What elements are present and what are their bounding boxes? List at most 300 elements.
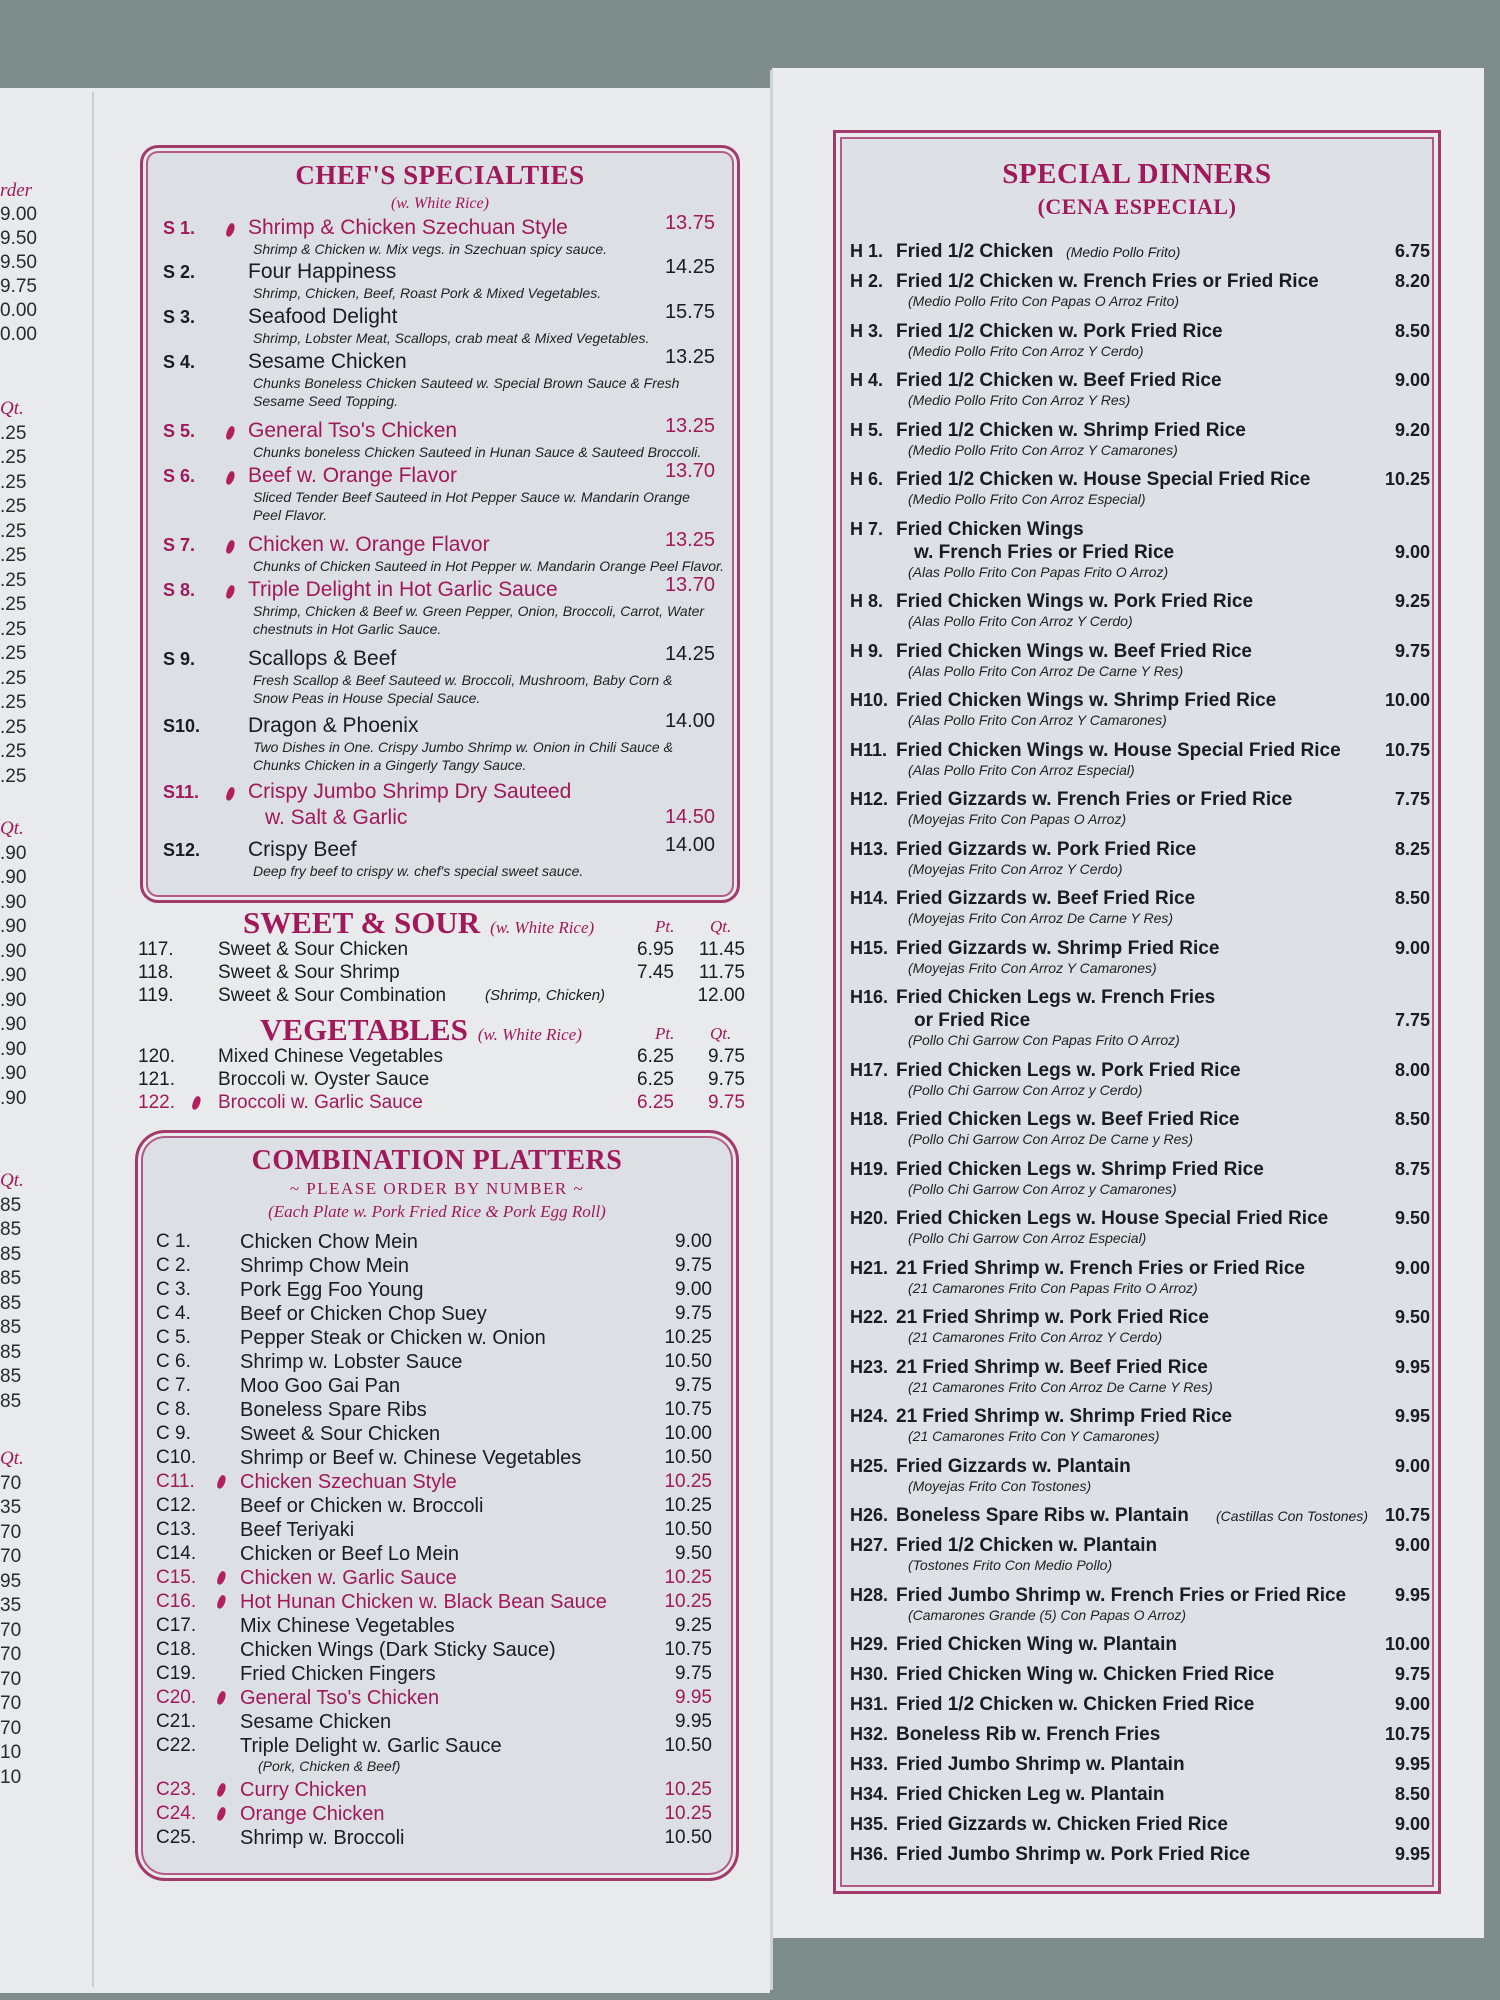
chili-pepper-icon bbox=[216, 1782, 227, 1797]
item-number: S 4. bbox=[163, 352, 196, 372]
item-name: Chicken Chow Mein bbox=[240, 1231, 418, 1253]
edge-price: .90 bbox=[0, 989, 27, 1011]
item-number: H17. bbox=[850, 1059, 889, 1080]
item-price: 9.00 bbox=[1394, 1455, 1430, 1476]
item-price: 8.50 bbox=[1394, 320, 1430, 341]
item-price: 9.25 bbox=[1394, 591, 1430, 611]
item-name: Shrimp w. Lobster Sauce bbox=[240, 1351, 463, 1373]
item-description: chestnuts in Hot Garlic Sauce. bbox=[253, 621, 442, 637]
item-description: (21 Camarones Frito Con Arroz Y Cerdo) bbox=[908, 1329, 1163, 1345]
edge-price: .90 bbox=[0, 842, 27, 864]
item-number: S 3. bbox=[163, 307, 196, 327]
item-number: C17. bbox=[156, 1615, 197, 1636]
sweet-sour-section bbox=[135, 905, 745, 1010]
item-number: S10. bbox=[163, 716, 201, 736]
item-description: (Alas Pollo Frito Con Arroz Y Camarones) bbox=[908, 712, 1167, 728]
edge-price: .25 bbox=[0, 643, 27, 664]
edge-price: 85 bbox=[0, 1317, 22, 1338]
sweet-sour-title: SWEET & SOUR bbox=[243, 905, 481, 940]
item-number: C 6. bbox=[156, 1351, 191, 1372]
item-description: (Alas Pollo Frito Con Arroz Especial) bbox=[908, 761, 1135, 778]
menu-item bbox=[143, 834, 737, 879]
item-number: H24. bbox=[850, 1406, 889, 1426]
edge-price: Qt. bbox=[0, 398, 24, 419]
item-price: 9.00 bbox=[1394, 370, 1430, 390]
edge-price: 85 bbox=[0, 1219, 22, 1240]
item-number: H14. bbox=[850, 888, 889, 908]
item-price: 8.75 bbox=[1394, 1158, 1430, 1179]
menu-item bbox=[143, 212, 737, 257]
item-number: S12. bbox=[163, 840, 201, 860]
chef-specialties-subtitle: (w. White Rice) bbox=[391, 195, 489, 212]
item-description: (Pollo Chi Garrow Con Arroz Especial) bbox=[908, 1230, 1147, 1246]
edge-price: 9.00 bbox=[0, 204, 37, 225]
item-description: (Pollo Chi Garrow Con Arroz y Cerdo) bbox=[908, 1081, 1143, 1098]
item-name-continued: w. French Fries or Fried Rice bbox=[914, 541, 1175, 563]
item-number: C 2. bbox=[156, 1255, 191, 1276]
item-number: S 1. bbox=[163, 218, 196, 238]
item-spanish-name: (Castillas Con Tostones) bbox=[1216, 1508, 1368, 1524]
edge-price: 0.00 bbox=[0, 300, 37, 321]
combination-note: (Each Plate w. Pork Fried Rice & Pork Egg Roll) bbox=[268, 1202, 606, 1221]
item-number: C15. bbox=[156, 1567, 197, 1588]
item-price: 9.95 bbox=[1394, 1584, 1430, 1605]
edge-price: 95 bbox=[0, 1570, 22, 1592]
edge-price: 70 bbox=[0, 1668, 22, 1690]
item-name: Fried Gizzards w. Beef Fried Rice bbox=[896, 888, 1196, 909]
item-description: Sliced Tender Beef Sauteed in Hot Pepper Sauce w. Mandarin Orange bbox=[253, 489, 690, 505]
edge-price: 85 bbox=[0, 1341, 22, 1363]
item-price: 9.00 bbox=[675, 1231, 712, 1252]
item-number: H32. bbox=[850, 1724, 889, 1744]
item-spanish-name: (Medio Pollo Frito) bbox=[1066, 244, 1181, 260]
item-description: Chunks Boneless Chicken Sauteed w. Special Brown Sauce & Fresh bbox=[253, 375, 680, 391]
item-name: Beef Teriyaki bbox=[240, 1519, 355, 1541]
item-number: H12. bbox=[850, 789, 889, 809]
edge-price: .25 bbox=[0, 569, 27, 591]
item-price: 9.75 bbox=[675, 1303, 712, 1324]
item-price: 9.50 bbox=[675, 1543, 712, 1564]
item-description: Snow Peas in House Special Sauce. bbox=[253, 690, 481, 706]
chef-specialties-box bbox=[140, 145, 740, 903]
item-description: (Pollo Chi Garrow Con Arroz y Camarones) bbox=[908, 1180, 1177, 1197]
item-number: H26. bbox=[850, 1505, 889, 1525]
chili-pepper-icon bbox=[225, 470, 236, 485]
item-number: C20. bbox=[156, 1687, 197, 1708]
item-number: S 5. bbox=[163, 421, 196, 441]
menu-item bbox=[143, 460, 737, 523]
item-number: C19. bbox=[156, 1663, 197, 1684]
item-number: C25. bbox=[156, 1827, 197, 1848]
item-name: Boneless Rib w. French Fries bbox=[896, 1724, 1161, 1745]
edge-price: 70 bbox=[0, 1472, 22, 1494]
item-name: Sesame Chicken bbox=[248, 350, 407, 373]
item-price: 9.00 bbox=[1394, 541, 1430, 562]
item-name: Crispy Beef bbox=[248, 838, 357, 861]
edge-price: .90 bbox=[0, 940, 27, 962]
chili-pepper-icon bbox=[225, 425, 236, 440]
chili-pepper-icon bbox=[216, 1474, 227, 1489]
item-price: 9.95 bbox=[1394, 1356, 1430, 1377]
item-name: Fried Chicken Wings w. Shrimp Fried Rice bbox=[896, 690, 1277, 711]
item-price: 10.25 bbox=[664, 1327, 712, 1348]
edge-price: .25 bbox=[0, 667, 27, 689]
item-number: H27. bbox=[850, 1535, 889, 1555]
item-price: 10.25 bbox=[664, 1779, 712, 1800]
edge-price: .25 bbox=[0, 594, 27, 615]
item-price: 8.00 bbox=[1394, 1059, 1430, 1080]
item-name: Chicken w. Garlic Sauce bbox=[240, 1567, 457, 1589]
edge-price: .25 bbox=[0, 716, 27, 738]
item-price: 7.75 bbox=[1394, 789, 1430, 809]
chili-pepper-icon bbox=[216, 1594, 227, 1609]
item-description: Fresh Scallop & Beef Sauteed w. Broccoli, Mushroom, Baby Corn & bbox=[253, 672, 673, 688]
item-name: Beef w. Orange Flavor bbox=[248, 464, 457, 487]
item-description: Peel Flavor. bbox=[253, 507, 328, 523]
item-number: S 8. bbox=[163, 580, 196, 600]
item-name: 21 Fried Shrimp w. Shrimp Fried Rice bbox=[896, 1406, 1233, 1427]
item-price: 14.25 bbox=[664, 256, 715, 278]
item-price: 6.75 bbox=[1394, 241, 1430, 261]
edge-price: .90 bbox=[0, 867, 27, 888]
item-name: Fried Chicken Wing w. Chicken Fried Rice bbox=[896, 1664, 1275, 1685]
item-name: Fried 1/2 Chicken w. Beef Fried Rice bbox=[896, 370, 1222, 391]
item-number: H 2. bbox=[850, 271, 884, 291]
qt-header: Qt. bbox=[710, 917, 732, 936]
edge-price: 85 bbox=[0, 1243, 22, 1265]
item-number: H10. bbox=[850, 690, 889, 710]
item-number: C22. bbox=[156, 1735, 197, 1756]
item-number: H36. bbox=[850, 1844, 889, 1864]
item-name: Fried Chicken Wings bbox=[896, 518, 1084, 540]
item-price: 9.75 bbox=[675, 1375, 712, 1396]
item-number: C13. bbox=[156, 1519, 197, 1540]
edge-price: .25 bbox=[0, 618, 27, 640]
item-name: Sweet & Sour Shrimp bbox=[218, 962, 400, 983]
item-price: 9.00 bbox=[1394, 937, 1430, 958]
item-price: 10.25 bbox=[664, 1567, 712, 1588]
item-price: 10.50 bbox=[664, 1447, 712, 1468]
item-price: 8.20 bbox=[1394, 271, 1430, 291]
item-description: (Moyejas Frito Con Arroz Y Camarones) bbox=[908, 959, 1157, 976]
item-description: (Moyejas Frito Con Papas O Arroz) bbox=[908, 811, 1127, 827]
edge-price: .25 bbox=[0, 692, 27, 713]
item-number: H33. bbox=[850, 1754, 889, 1774]
item-name: Fried Chicken Fingers bbox=[240, 1663, 436, 1685]
pint-price: 6.25 bbox=[637, 1092, 674, 1113]
item-number: H11. bbox=[850, 739, 888, 760]
item-name: Fried Chicken Leg w. Plantain bbox=[896, 1784, 1165, 1805]
edge-price: 10 bbox=[0, 1766, 22, 1788]
edge-price: .25 bbox=[0, 545, 27, 566]
vegetables-title: VEGETABLES bbox=[260, 1012, 468, 1047]
item-description: Deep fry beef to crispy w. chef's special sweet sauce. bbox=[253, 863, 584, 879]
edge-price: 85 bbox=[0, 1292, 22, 1314]
item-price: 10.50 bbox=[664, 1827, 712, 1848]
item-number: S 2. bbox=[163, 262, 196, 282]
pint-price: 7.45 bbox=[637, 962, 674, 983]
item-price: 13.25 bbox=[664, 529, 715, 551]
quart-price: 11.75 bbox=[698, 962, 745, 983]
item-price: 10.25 bbox=[1384, 469, 1430, 489]
item-description: (Alas Pollo Frito Con Arroz Y Cerdo) bbox=[908, 613, 1133, 629]
item-name: Seafood Delight bbox=[248, 305, 398, 328]
item-name: Fried Jumbo Shrimp w. Pork Fried Rice bbox=[896, 1844, 1251, 1865]
item-price: 13.70 bbox=[664, 574, 715, 596]
item-price: 14.25 bbox=[664, 643, 715, 665]
item-price: 10.75 bbox=[1384, 739, 1430, 760]
item-price: 8.50 bbox=[1394, 888, 1430, 908]
item-description: (21 Camarones Frito Con Arroz De Carne Y Res) bbox=[908, 1378, 1213, 1395]
item-price: 10.75 bbox=[1384, 1505, 1430, 1525]
item-number: H16. bbox=[850, 987, 889, 1007]
item-name: Mix Chinese Vegetables bbox=[240, 1615, 455, 1637]
special-dinners-title: SPECIAL DINNERS bbox=[1002, 158, 1272, 190]
item-price: 9.50 bbox=[1394, 1307, 1430, 1327]
chili-pepper-icon bbox=[225, 222, 236, 237]
item-description: (Medio Pollo Frito Con Arroz Especial) bbox=[908, 491, 1146, 507]
item-price: 9.75 bbox=[675, 1255, 712, 1276]
item-name: Orange Chicken bbox=[240, 1803, 385, 1825]
item-price: 8.25 bbox=[1394, 838, 1430, 859]
item-price: 9.75 bbox=[675, 1663, 712, 1684]
item-description: (Alas Pollo Frito Con Papas Frito O Arroz) bbox=[908, 563, 1169, 580]
item-description: Chunks boneless Chicken Sauteed in Hunan Sauce & Sauteed Broccoli. bbox=[253, 444, 702, 460]
item-description: (Moyejas Frito Con Arroz Y Cerdo) bbox=[908, 860, 1123, 877]
item-name: Fried Chicken Legs w. French Fries bbox=[896, 987, 1216, 1008]
item-number: H25. bbox=[850, 1455, 889, 1476]
item-name: Triple Delight w. Garlic Sauce bbox=[240, 1735, 502, 1757]
edge-price: .90 bbox=[0, 1014, 27, 1035]
item-number: H18. bbox=[850, 1109, 889, 1129]
item-price: 13.25 bbox=[664, 346, 715, 368]
item-number: S11. bbox=[163, 782, 200, 802]
edge-price: 70 bbox=[0, 1521, 22, 1543]
item-number: C 1. bbox=[156, 1231, 191, 1252]
item-price: 10.25 bbox=[664, 1803, 712, 1824]
chili-pepper-icon bbox=[216, 1570, 227, 1585]
item-description: Chunks Chicken in a Gingerly Tangy Sauce. bbox=[253, 757, 527, 773]
item-number: H28. bbox=[850, 1584, 889, 1605]
edge-price: Qt. bbox=[0, 1170, 24, 1191]
vegetables-section bbox=[135, 1012, 745, 1122]
item-name: Beef or Chicken w. Broccoli bbox=[240, 1495, 484, 1517]
item-name: Shrimp & Chicken Szechuan Style bbox=[248, 216, 568, 239]
item-price: 10.00 bbox=[664, 1423, 712, 1444]
chili-pepper-icon bbox=[225, 539, 236, 554]
item-description: Two Dishes in One. Crispy Jumbo Shrimp w. Onion in Chili Sauce & bbox=[253, 739, 673, 755]
item-name: Broccoli w. Oyster Sauce bbox=[218, 1069, 430, 1090]
item-number: S 7. bbox=[163, 535, 196, 555]
item-number: C10. bbox=[156, 1447, 197, 1468]
edge-price: 10 bbox=[0, 1742, 22, 1763]
edge-price: 85 bbox=[0, 1268, 22, 1289]
item-price: 10.75 bbox=[664, 1639, 712, 1660]
item-number: C24. bbox=[156, 1803, 197, 1824]
item-name: Chicken Wings (Dark Sticky Sauce) bbox=[240, 1639, 556, 1661]
edge-price: .25 bbox=[0, 741, 27, 762]
item-name: Fried Gizzards w. French Fries or Fried Rice bbox=[896, 789, 1293, 810]
item-price: 14.50 bbox=[664, 806, 715, 828]
item-price: 9.95 bbox=[1394, 1844, 1430, 1864]
item-name: Chicken or Beef Lo Mein bbox=[240, 1543, 460, 1565]
item-price: 9.00 bbox=[1394, 1814, 1430, 1834]
item-price: 9.95 bbox=[1394, 1406, 1430, 1426]
item-number: C18. bbox=[156, 1639, 197, 1660]
pint-price: 6.25 bbox=[637, 1046, 674, 1067]
quart-price: 9.75 bbox=[708, 1046, 745, 1067]
item-description: (21 Camarones Frito Con Y Camarones) bbox=[908, 1428, 1160, 1444]
item-number: S 6. bbox=[163, 466, 196, 486]
sweet-sour-subtitle: (w. White Rice) bbox=[490, 918, 595, 937]
item-price: 9.00 bbox=[1394, 1694, 1430, 1714]
item-number: 122. bbox=[138, 1092, 175, 1113]
item-number: C23. bbox=[156, 1779, 197, 1800]
item-name: Fried Gizzards w. Chicken Fried Rice bbox=[896, 1814, 1228, 1835]
combination-platters-box bbox=[135, 1130, 739, 1881]
item-price: 10.75 bbox=[1384, 1724, 1430, 1744]
item-price: 10.25 bbox=[664, 1471, 712, 1492]
item-number: C16. bbox=[156, 1591, 197, 1612]
item-number: C 3. bbox=[156, 1279, 191, 1300]
item-description: (Tostones Frito Con Medio Pollo) bbox=[908, 1557, 1113, 1573]
item-name: General Tso's Chicken bbox=[240, 1687, 440, 1709]
item-name: Crispy Jumbo Shrimp Dry Sauteed bbox=[248, 780, 572, 803]
item-name: General Tso's Chicken bbox=[248, 419, 458, 442]
edge-price: 35 bbox=[0, 1497, 22, 1518]
item-name: Moo Goo Gai Pan bbox=[240, 1375, 401, 1397]
edge-price: .25 bbox=[0, 447, 27, 468]
item-number: H19. bbox=[850, 1158, 889, 1179]
item-price: 8.50 bbox=[1394, 1109, 1430, 1129]
item-description: (Pollo Chi Garrow Con Papas Frito O Arroz) bbox=[908, 1032, 1180, 1048]
item-description: (Medio Pollo Frito Con Arroz Y Res) bbox=[908, 392, 1131, 408]
quart-price: 9.75 bbox=[708, 1092, 745, 1113]
edge-price: .90 bbox=[0, 891, 27, 913]
item-name: Pork Egg Foo Young bbox=[240, 1279, 424, 1301]
item-name: Pepper Steak or Chicken w. Onion bbox=[240, 1327, 546, 1349]
edge-price: 0.00 bbox=[0, 324, 37, 345]
item-number: H23. bbox=[850, 1356, 889, 1377]
item-description: Shrimp, Chicken & Beef w. Green Pepper, Onion, Broccoli, Carrot, Water bbox=[253, 603, 705, 619]
chef-specialties-title: CHEF'S SPECIALTIES bbox=[295, 160, 585, 190]
combination-title: COMBINATION PLATTERS bbox=[251, 1145, 623, 1176]
item-number: H 8. bbox=[850, 591, 884, 611]
item-name: Boneless Spare Ribs bbox=[240, 1399, 427, 1421]
item-price: 10.25 bbox=[664, 1495, 712, 1516]
item-name: Sesame Chicken bbox=[240, 1711, 392, 1733]
menu-item bbox=[143, 256, 737, 301]
item-price: 14.00 bbox=[664, 834, 715, 856]
menu-item bbox=[143, 529, 737, 574]
chili-pepper-icon bbox=[216, 1806, 227, 1821]
item-number: H21. bbox=[850, 1257, 889, 1278]
chili-pepper-icon bbox=[216, 1690, 227, 1705]
item-price: 9.20 bbox=[1394, 419, 1430, 440]
pt-header: Pt. bbox=[655, 1024, 675, 1043]
item-name: Fried Chicken Legs w. Pork Fried Rice bbox=[896, 1059, 1241, 1081]
item-number: C12. bbox=[156, 1495, 197, 1516]
item-name: Curry Chicken bbox=[240, 1779, 367, 1801]
item-name: Mixed Chinese Vegetables bbox=[218, 1046, 443, 1067]
item-name: Fried 1/2 Chicken w. House Special Fried Rice bbox=[896, 469, 1311, 490]
item-price: 9.75 bbox=[1394, 640, 1430, 661]
item-number: C 4. bbox=[156, 1303, 191, 1324]
vegetables-subtitle: (w. White Rice) bbox=[477, 1025, 582, 1044]
item-name: Broccoli w. Garlic Sauce bbox=[218, 1092, 423, 1113]
item-name: Fried 1/2 Chicken bbox=[896, 241, 1054, 262]
menu-item bbox=[143, 346, 737, 409]
item-price: 10.00 bbox=[1384, 1634, 1430, 1654]
edge-price: 85 bbox=[0, 1390, 22, 1412]
item-price: 10.50 bbox=[664, 1351, 712, 1372]
edge-price: 85 bbox=[0, 1194, 22, 1216]
item-price: 9.95 bbox=[1394, 1754, 1430, 1774]
item-name: Chicken Szechuan Style bbox=[240, 1471, 457, 1493]
edge-price: .25 bbox=[0, 496, 27, 517]
item-number: H13. bbox=[850, 838, 889, 859]
chili-pepper-icon bbox=[191, 1095, 202, 1110]
pt-header: Pt. bbox=[655, 917, 675, 936]
item-number: H 5. bbox=[850, 419, 884, 440]
item-name: Fried 1/2 Chicken w. Pork Fried Rice bbox=[896, 320, 1223, 342]
item-description: (Medio Pollo Frito Con Papas O Arroz Frito) bbox=[908, 293, 1180, 309]
item-name: Fried Gizzards w. Shrimp Fried Rice bbox=[896, 937, 1220, 959]
menu-item bbox=[143, 415, 737, 460]
pint-price: 6.25 bbox=[637, 1069, 674, 1090]
item-name: 21 Fried Shrimp w. French Fries or Fried Rice bbox=[896, 1257, 1305, 1279]
item-name: Fried Chicken Wings w. Pork Fried Rice bbox=[896, 591, 1254, 612]
item-price: 10.25 bbox=[664, 1591, 712, 1612]
item-note: (Shrimp, Chicken) bbox=[485, 987, 606, 1004]
item-price: 13.25 bbox=[664, 415, 715, 437]
item-price: 9.95 bbox=[675, 1687, 712, 1708]
item-price: 9.00 bbox=[1394, 1535, 1430, 1555]
chili-pepper-icon bbox=[225, 786, 236, 801]
item-name: Sweet & Sour Combination bbox=[218, 985, 447, 1006]
item-description: Sesame Seed Topping. bbox=[253, 393, 399, 409]
item-name: Fried Chicken Wing w. Plantain bbox=[896, 1634, 1177, 1655]
item-description: (Camarones Grande (5) Con Papas O Arroz) bbox=[908, 1606, 1187, 1623]
item-price: 13.75 bbox=[664, 212, 715, 234]
item-name: Shrimp w. Broccoli bbox=[240, 1827, 405, 1849]
edge-price: .25 bbox=[0, 471, 27, 493]
edge-price: 70 bbox=[0, 1644, 22, 1665]
fold-crease bbox=[770, 70, 773, 1990]
edge-price: .25 bbox=[0, 520, 27, 542]
item-description: (Pollo Chi Garrow Con Arroz De Carne y Res) bbox=[908, 1131, 1194, 1147]
item-description: Chunks of Chicken Sauteed in Hot Pepper w. Mandarin Orange Peel Flavor. bbox=[253, 558, 725, 574]
item-name: Fried Chicken Legs w. Shrimp Fried Rice bbox=[896, 1158, 1264, 1180]
item-number: C 7. bbox=[156, 1375, 191, 1396]
special-dinners-subtitle: (CENA ESPECIAL) bbox=[1037, 194, 1237, 219]
edge-price: 70 bbox=[0, 1693, 22, 1714]
item-name: Triple Delight in Hot Garlic Sauce bbox=[248, 578, 558, 601]
item-name: Fried Chicken Wings w. House Special Fried Rice bbox=[896, 739, 1341, 761]
item-name: Fried 1/2 Chicken w. Shrimp Fried Rice bbox=[896, 419, 1246, 441]
item-number: H29. bbox=[850, 1634, 889, 1654]
menu-item bbox=[143, 643, 737, 706]
edge-price: 70 bbox=[0, 1717, 22, 1739]
item-number: H 1. bbox=[850, 241, 884, 261]
menu-item bbox=[143, 780, 737, 829]
item-number: 118. bbox=[138, 962, 174, 983]
item-name: Fried Chicken Legs w. House Special Fried Rice bbox=[896, 1208, 1329, 1229]
item-name: Shrimp or Beef w. Chinese Vegetables bbox=[240, 1447, 582, 1469]
item-number: H 3. bbox=[850, 320, 884, 341]
item-name: Fried Chicken Wings w. Beef Fried Rice bbox=[896, 640, 1252, 662]
item-name: Dragon & Phoenix bbox=[248, 714, 419, 737]
